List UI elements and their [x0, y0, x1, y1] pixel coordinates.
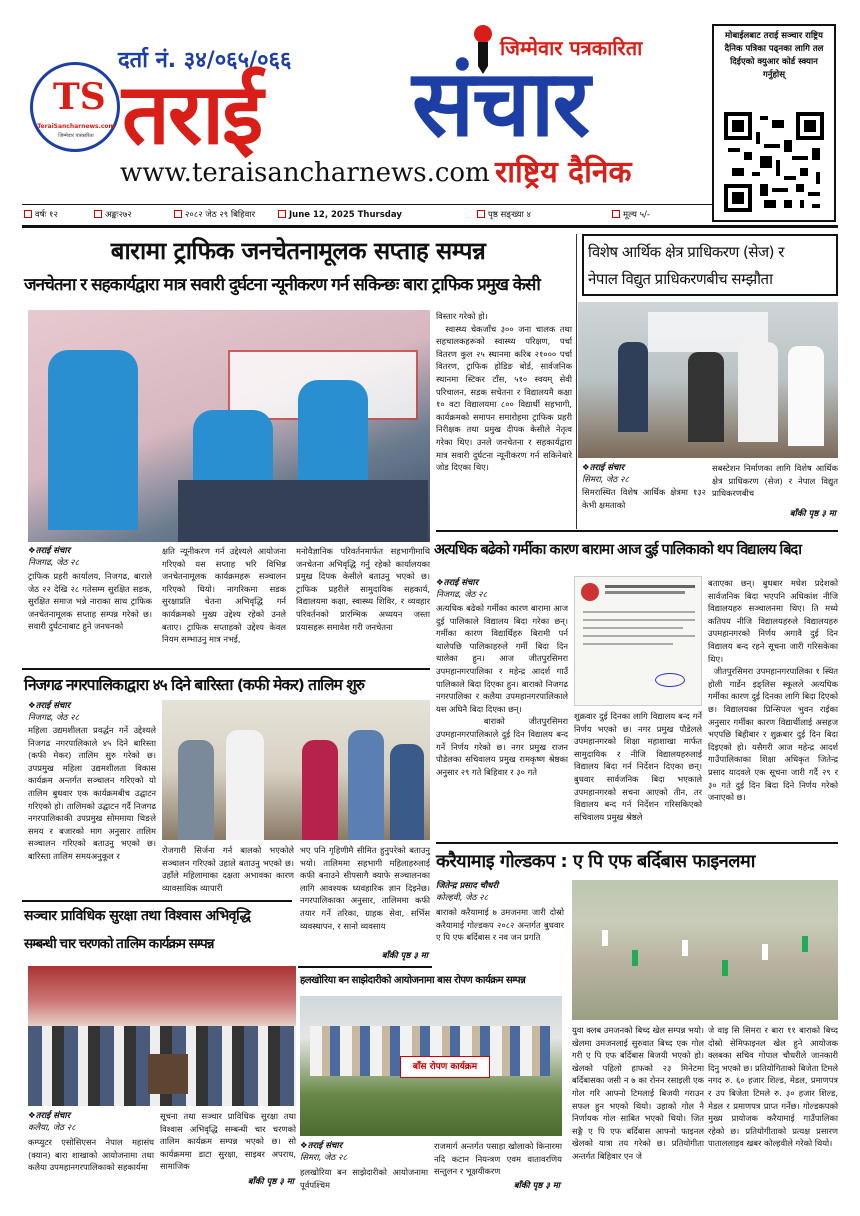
story6-continued[interactable]: बाँकी पृष्ठ ३ मा	[513, 1181, 560, 1191]
story5-photo	[28, 966, 296, 1106]
checkbox-icon	[477, 210, 485, 218]
nepali-date: २०८२ जेठ २९ बिहिवार	[185, 210, 256, 220]
masthead	[0, 0, 860, 205]
story2-headline-line2: नेपाल विद्युत प्राधिकरणबीच सम्झौता	[588, 270, 773, 288]
english-date: June 12, 2025 Thursday	[289, 210, 402, 220]
story7-place: कोल्हवी, जेठ २८	[436, 893, 489, 903]
story4-continued[interactable]: बाँकी पृष्ठ ३ मा	[381, 951, 428, 961]
story6-col2: राजमार्ग अन्तर्गत पसाहा खोलाको किनारमा नदि कटान नियन्त्रण एवम वातावरणिय सन्तुलन र भूक्षयीकरण	[434, 1141, 565, 1177]
story3-byline: ❖तराई संचार	[436, 578, 479, 588]
slogan: जिम्मेवार पत्रकारिता	[500, 36, 643, 60]
qr-instructions: मोबाईलबाट तराई सञ्चार राष्ट्रिय दैनिक पत्रिका पढ्नका लागि तल दिईएको क्युआर कोर्ड स्क्यान गर्नुहोस्	[724, 31, 824, 80]
story1-headline[interactable]: बारामा ट्राफिक जनचेतनामूलक सप्ताह सम्पन्न	[110, 237, 486, 265]
story5-headline-line2[interactable]: सम्बन्धी चार चरणको तालिम कार्यक्रम सम्पन्न	[24, 936, 214, 952]
logo-tagline: जिम्मेवार पत्रकारिता	[58, 133, 94, 139]
story1-col4: विस्तार गरेको हो। स्वास्थ्य चेकजाँच ३०० जना चालक तथा सहचालकहरूको स्वास्थ्य परिक्षण, पर्चा वितरण कुल २५ स्थानमा करिब २१००० पर्चा वितरण, ट्राफिक होडिङ बोर्ड, सार्वजनिक स्थानमा स्टिकर टाँस, ५१० स्वयम् सेवी परिचालन, सडक सचेतना र विद्यालयमै कक्षा १० वटा विद्यालयमा ८०० विद्यार्थी सहभागी, कार्यक्रमको समापन समारोहमा ट्राफिक प्रहरी निरीक्षक तथा प्रमुख दीपक केसीले नेतृत्व गरेका थिए। उनले जनचेतना र सहकार्यद्वारा मात्र सवारी दुर्घटना न्यूनीकरण गर्न सकिनेबारे जोड दिएका थिए।	[436, 311, 572, 473]
story2-photo	[578, 302, 838, 458]
story7-col1: बाराको करैयामाई ७ उमजनमा जारी दोस्रो करैयामाई गोल्डकप २०८२ अन्तर्गत बुधवार ए पि एफ बर्दिबास र नव जन प्रगति	[436, 907, 567, 943]
story4-col2: रोजगारी सिर्जना गर्न बालको भएकोले सञ्चालन गरिएको उहाले बताउनु भएको छ। उहाँले महिलामाका दक्षता अभावका कारण व्यावसायिक व्यापारी	[162, 845, 297, 893]
story2-headline-box[interactable]	[582, 234, 838, 296]
checkbox-icon	[24, 210, 32, 218]
registration-number: दर्ता नं. ३४/०६५/०६६	[118, 48, 292, 73]
story6-byline: ❖तराई संचार	[300, 1141, 343, 1151]
story2-byline: ❖तराई संचार	[582, 463, 625, 473]
story1-col2: क्षति न्यूनीकरण गर्न उद्देश्यले आयोजना गरिएको यस सप्ताह भरि विभिन्न जनचेतनामूलक कार्यक्रमहरू सञ्चालन गरिएको थियो। नागरिकमा सडक सुरक्षाप्रति चेतना अभिवृद्धि गर्न कार्यक्रमको मुख्य उद्देश्य रहेको उनले बताए। ट्राफिक सप्ताहको उद्देश्य केवल नियम सम्भाउनु मात्र नभई,	[162, 546, 289, 645]
story2-place: सिमरा, जेठ २८	[582, 475, 629, 485]
issue: अङ्कः२७२	[105, 210, 132, 220]
story1-byline: ❖तराई संचार	[28, 546, 71, 556]
checkbox-icon	[174, 210, 182, 218]
title-part-2: संचार	[412, 50, 589, 157]
story2-col2: सबस्टेशन निर्माणका लागि विशेष आर्थिक क्षेत्र प्राधिकरण (सेज) र नेपाल विद्युत प्राधिकरणबीच	[712, 463, 841, 499]
story7-col2: युवा क्लब उमजनको बिच्द खेल सम्पन्न भयो। खेलमा उमजनलाई सुरुवात बिच्द एक गोल गरी ए पि एफ बर्दिबास बिजयी भएको हो। खेलको पहिलो हाफको २३ मिनेटमा बर्दिबासका जसी न ७ का रोनन रसाइली एक गोल गरि आफ्नो टिमलाई बिजयी गराउन सफल हुन भएको थियो। उहाको गोल नै निर्णायक गोल साबित भएको थियो। जित सङ्गै ए पि एफ बर्दिबास आफ्नो फाइनल खेलको यात्रा तय गरेको छ। प्रतियोगीता अन्तर्गत बिहिवार एन जे	[572, 1025, 707, 1161]
story1-photo	[28, 310, 430, 542]
story2-continued[interactable]: बाँकी पृष्ठ ३ मा	[789, 509, 836, 519]
story3-col1: अत्यधिक बढेको गर्मीका कारण बारामा आज दुई पालिकाले विद्यालय बिदा गरेका छन्। गर्मीका कारण विद्यार्थिहरु बिरामी पर्न थालेपछि पालिकाहरुले गर्मी बिदा दिन थालेका हुन। आज जीतपुरसिमरा उपमहानगरपालिका र महेन्द्र आदर्श गाउँ पालिकाले बिदा दिएका हुन। बाराको निजगढ नगरपालिका र कलैया उपमहानगरपालिकाले यस अघिनै बिदा दिएका छन्। बाराको जीतपुरसिमरा उपमहानगरपालिकाले दुई दिन विद्यालय बन्द गर्ने निर्णय गरेको छ। नगर प्रमुख राजन पौडेलका सचिवालय प्रमुख रामकृष्ण श्रेष्ठका अनुसार २९ गते बिहिवार र ३० गते	[436, 603, 568, 777]
dateline-bottom-rule	[22, 225, 838, 228]
story1-subheadline[interactable]: जनचेतना र सहकार्यद्वारा मात्र सवारी दुर्घटना न्यूनीकरण गर्न सकिन्छः बारा ट्राफिक प्रमुख केसी	[24, 275, 540, 295]
story3-col2: शुक्रवार दुई दिनका लागि विद्यालय बन्द गर्ने निर्णय भएको छ। नगर प्रमुख पौडेलले उपमहानगरको शिक्षा महाशाखा मार्फत सामुदायिक र नीजि विद्यालयहरुलाई विद्यालय बिदा गर्न निर्देशन दिएका छन्। बुधवार सार्वजनिक बिदा भएकाले उपमहानगरको सचना आएको तीन, तर विद्यालय बन्द गर्न निर्देशन गरिसकिएको सचिवालय प्रमुख श्रेष्ठले	[574, 711, 705, 822]
checkbox-icon	[278, 210, 286, 218]
title-part-1: तराई	[122, 65, 262, 163]
story6-banner: बाँस रोपण कार्यक्रम	[400, 1056, 490, 1078]
story6-place: सिमरा, जेठ २८	[300, 1153, 347, 1163]
story7-photo	[572, 880, 838, 1020]
story5-byline: ❖तराई संचार	[28, 1111, 71, 1121]
story5-col2: सूचना तथा सञ्चार प्राविधिक सुरक्षा तथा विश्वास अभिवृद्धि सम्बन्धी चार चरणको तालिम कार्यक्रम सम्पन्न भएको छ। सो कार्यक्रममा डाटा सुरक्षा, साइबर अपराध, सामाजिक	[160, 1111, 299, 1172]
story4-photo	[162, 700, 430, 840]
story2-col1: सिमरास्थित विशेष आर्थिक क्षेत्रमा १३२ केभी क्षमताको	[582, 487, 709, 510]
page-count: पृष्ठ सङ्ख्या ४	[488, 210, 531, 220]
dateline-top-rule	[22, 204, 712, 205]
story5-col1: कम्प्युटर एसोसिएसन नेपाल महासंघ (क्यान) बारा शाखाको आयोजनामा तथा कलैया उपमहानगरपालिकाको सहकार्यमा	[28, 1137, 157, 1173]
story3-col3: बताएका छन्। बुधबार मधेश प्रदेशको सार्वजनिक बिदा भएपनि अधिकांश नीजि विद्यालयहरु सञ्चालनमा थिए। ति मध्ये कतिपय नीजि विद्यालयहरुले विद्यालयहरु उपमहानगरको निर्णय अगावै दुई दिन विद्यालय बन्द रहने सूचना जारी गरिसकेका थिए। जीतपुरसिमरा उपमहानगरपालिका १ स्थित होली गार्डेन इङ्लिस स्कूलले अत्यधिक गर्मीका कारण दुई दिनका लागि बिदा दिएको छ। विद्यालयका प्रिन्सिपल भुवन राईका अनुसार गर्मीका कारण विद्यार्थीलाई असहज भएपछि बिहीबार र शुक्रबार दुई दिन बिदा दिइएको हो। यसैगरी आज महेन्द्र आदर्श गाउँपालिकाका शिक्षा अधिकृत जितेन्द्र प्रसाद यादवले एक सूचना जारी गर्दै २९ र ३० गते दुई दिन बिदा दिने निर्णय गरेको जनाएको छ।	[708, 578, 838, 803]
site-logo: TS TeraiSancharnews.com जिम्मेवार पत्रकारिता	[30, 62, 120, 152]
story5-place: कलैया, जेठ २८	[28, 1123, 76, 1133]
qr-box	[712, 24, 836, 222]
story4-place: निजगढ, जेठ २८	[28, 713, 79, 723]
logo-small-text: TeraiSancharnews.com	[37, 123, 115, 130]
dateline	[22, 207, 712, 223]
story3-headline[interactable]: अत्यधिक बढेको गर्मीका कारण बारामा आज दुई पालिकाको थप विद्यालय बिदा	[434, 542, 801, 558]
story1-col1: ट्राफिक प्रहरी कार्यालय, निजगढ, बाराले जेठ २२ देखि २८ गतेसम्म सुरक्षित सडक, सुरक्षित समाज भन्ने नाराका साथ ट्राफिक जनचेतनामूलक सप्ताह सम्पन्न गरेको छ। सवारी दुर्घटनाबाट हुने जनधनको	[28, 571, 155, 632]
story7-byline: जितेन्द्र प्रसाद चौधरी	[436, 881, 499, 891]
qr-code-icon[interactable]	[724, 112, 824, 212]
story2-headline-line1: विशेष आर्थिक क्षेत्र प्राधिकरण (सेज) र	[588, 243, 784, 261]
website-url[interactable]: www.teraisancharnews.com	[120, 158, 490, 188]
story4-col1: महिला उद्यमशीलता प्रवर्द्धन गर्ने उद्देश्यले निजगढ नगरपालिकाले ४५ दिने बारिस्ता (कफी मेकर) तालिम सुरु गरेको छ। उपप्रमुख महिला उद्यमशीलता विकास कार्यक्रम अन्तर्गत सञ्चालन गरिएको यो तालिम बुधवार एक कार्यक्रमबीच उद्घाटन गरिएको हो। तालिमको उद्घाटन गर्दै निजगढ नगरपालिकाकी उपप्रमुख सोममाया थिङले समय र बजारको माग अनुसार तालिम सञ्चालन गरिएको बताउनु भएको छ। बारिस्ता तालिम समयअनुकूल र	[28, 725, 159, 861]
story4-byline: ❖तराई संचार	[28, 701, 71, 711]
story1-place: निजगढ, जेठ २८	[28, 558, 79, 568]
story6-photo	[300, 996, 562, 1136]
subtitle: राष्ट्रिय दैनिक	[495, 155, 632, 190]
story7-col3: जे वाइ सि सिमरा र बारा ११ बाराको बिच्द दोस्रो सेमिफाइनल खेल हुने आयोजक क्लबका सचिव गोपाल चौधरीले जानकारी दिनु भएको छ। प्रतियोगिताको बिजेता टिमले नगद रु. ६० हजार शिल्ड, मेडल, प्रमाणपत्र र उप बिजेता टिमले रु. ३० हजार शिल्ड, मेडल र प्रमाणपत्र प्राप्त गर्नेछ। गोल्डकपको मुख्य प्रायोजक करैयामाई गाउँपालिका रहेको छ। प्रतियोगीताको प्रत्यक्ष प्रसारण पाताललाइव खबर कोल्हवीले गरेको थियो।	[708, 1025, 841, 1149]
story4-col3: भए पनि गृहिणीमै सीमित हुनुपरेको बताउनु भयो। तालिममा सहभागी महिलाहरुलाई कफी बनाउने सीपसागै क्याफे सञ्चालनका लागि आवश्यक ध्यवहारिक ज्ञान दिइनेछ। नगरपालिकाका अनुसार, तालिममा कफी तयार गर्ने तरिका, ग्राहक सेवा, सर्भिस व्यवस्थापन, र सानो व्यवसाय	[300, 845, 433, 931]
story6-headline[interactable]: हलखोरिया बन साझेदारीको आयोजनामा बास रोपण कार्यक्रम सम्पन्न	[300, 975, 526, 986]
story3-place: निजगढ, जेठ २८	[436, 590, 487, 600]
story5-headline-line1[interactable]: सञ्चार प्राविधिक सुरक्षा तथा विश्वास अभिवृद्धि	[24, 908, 251, 924]
story4-headline[interactable]: निजगढ नगरपालिकाद्वारा ४५ दिने बारिस्ता (कफी मेकर) तालिम शुरु	[24, 676, 365, 694]
story5-continued[interactable]: बाँकी पृष्ठ ३ मा	[247, 1177, 294, 1187]
story7-headline[interactable]: करैयामाइ गोल्डकप : ए पि एफ बर्दिबास फाइनलमा	[436, 851, 755, 872]
checkbox-icon	[94, 210, 102, 218]
story3-notice-image	[574, 576, 702, 706]
price: मूल्य ५/-	[623, 210, 650, 220]
story6-col1: हलखोरिया बन साझेदारीको आयोजनामा पूर्वपश्चिम	[300, 1167, 431, 1190]
checkbox-icon	[612, 210, 620, 218]
volume: वर्षः १२	[35, 210, 58, 220]
story1-col3: मनोवैज्ञानिक परिवर्तनमार्फत सहभागीमाथि जनचेतना अभिवृद्धि गर्नु रहेको कार्यालयका प्रमुख दिपक केसीले बताउनु भएको छ। ट्राफिक प्रहरीले सामुदायिक सहकार्य, विद्यालयमा कक्षा, स्वास्थ्य शिविर, र व्यवहार परिवर्तनको प्रारम्भिक अध्ययन जस्ता प्रयासहरू समावेश गरी जनचेतना	[296, 546, 433, 632]
